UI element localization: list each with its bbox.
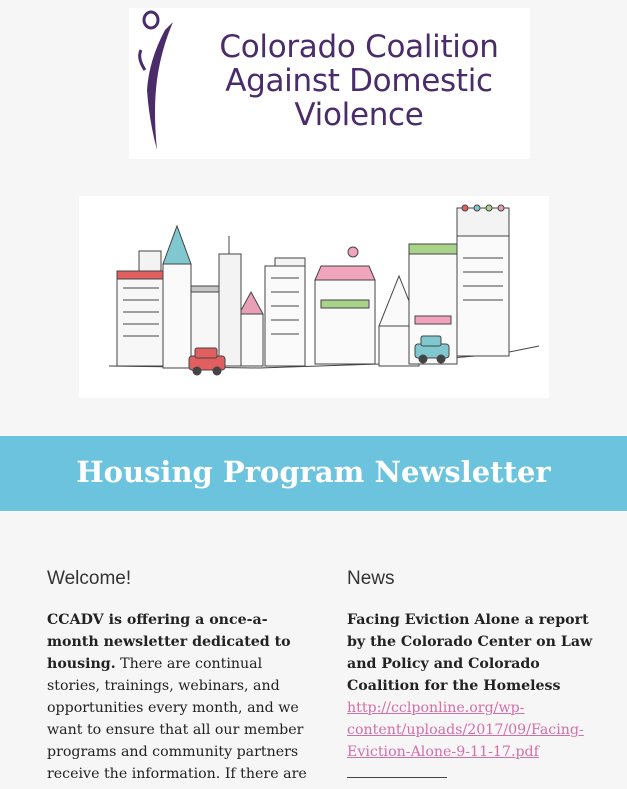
logo-text (193, 30, 525, 132)
welcome-heading: Welcome! (47, 568, 132, 589)
newsletter-banner (0, 436, 627, 511)
coalition-logo (129, 8, 530, 159)
news-divider (347, 777, 447, 778)
welcome-body-text: There are continual stories, trainings, webinars, and opportunities every month, and we want to ensure that all our member programs and community partners receive the information. If there are (47, 656, 307, 782)
news-item-link[interactable]: http://cclponline.org/wp-content/uploads/2017/09/Facing-Eviction-Alone-9-11-17.pdf (347, 700, 584, 760)
news-heading: News (347, 568, 395, 589)
figure-logo-icon (135, 10, 175, 155)
logo-line-3: Violence (294, 97, 424, 133)
city-illustration (79, 196, 549, 398)
city-skyline-image (79, 196, 549, 398)
news-item-title: Facing Eviction Alone a report by the Colorado Center on Law and Policy and Colorado Coalition for the Homeless (347, 612, 593, 694)
banner-title: Housing Program Newsletter (76, 455, 551, 489)
logo-line-2: Against Domestic (225, 63, 493, 99)
welcome-bold-text: CCADV is offering a once-a-month newsletter dedicated to housing. (47, 612, 291, 672)
logo-line-1: Colorado Coalition (219, 29, 499, 65)
news-item (347, 609, 609, 778)
welcome-text (47, 609, 317, 785)
